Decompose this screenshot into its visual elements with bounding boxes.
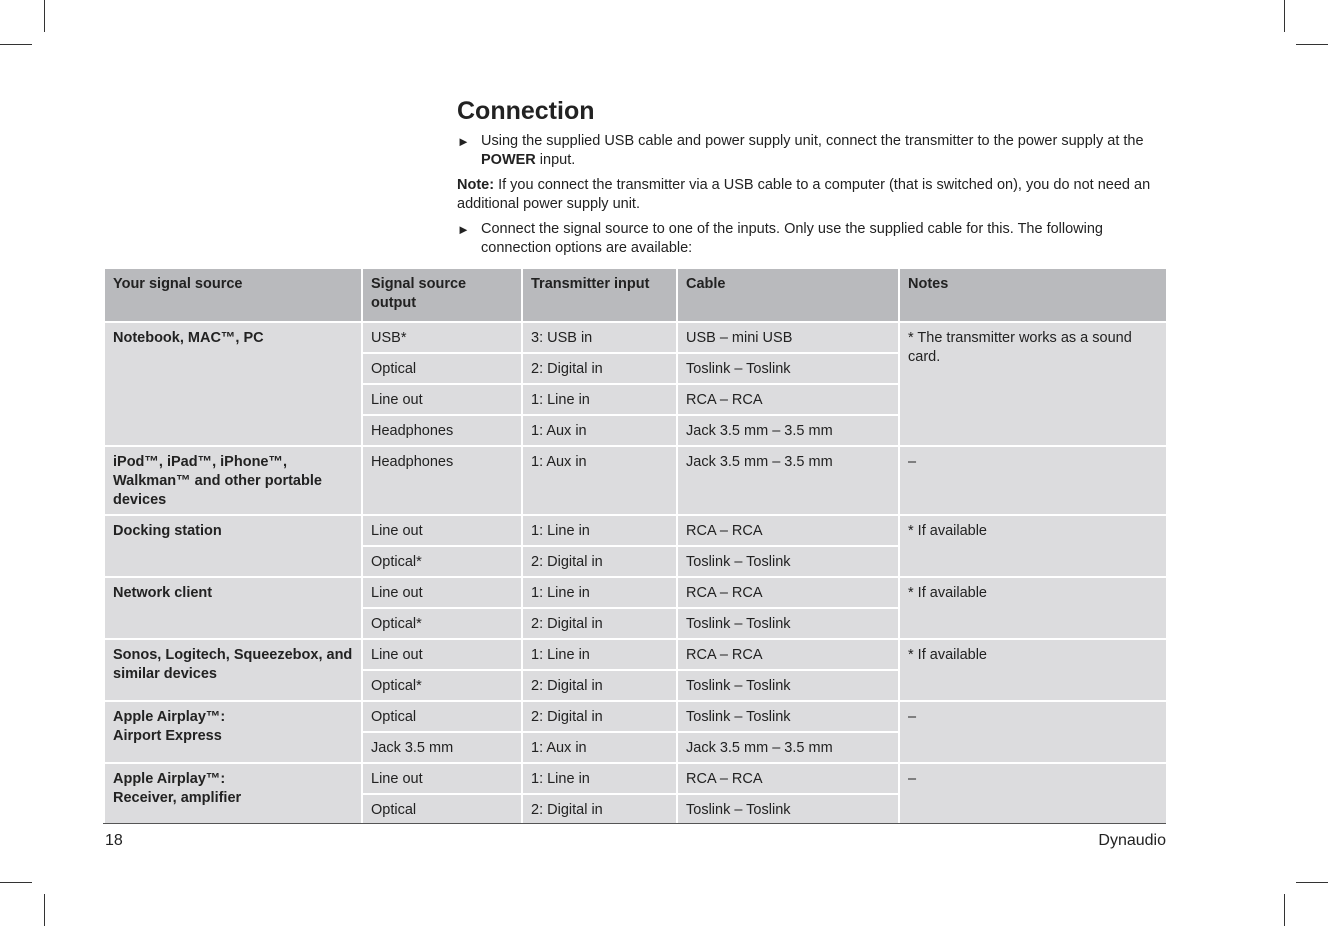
signal-source-cell: Apple Airplay™: Airport Express [104,701,362,763]
arrow-bullet-icon: ► [457,134,470,149]
table-row [104,763,1167,794]
note-label: Note: [457,177,495,193]
crop-mark [44,894,45,926]
notes-cell: * If available [899,515,1167,577]
table-row [104,515,1167,546]
transmitter-input-cell: 1: Aux in [522,415,677,446]
crop-mark [1296,882,1328,883]
source-output-cell: Optical [362,794,522,825]
notes-cell: – [899,446,1167,515]
signal-source-cell: Docking station [104,515,362,577]
transmitter-input-cell: 1: Line in [522,639,677,670]
cable-cell: RCA – RCA [677,515,899,546]
footer-divider [103,823,1166,824]
source-output-cell: Line out [362,515,522,546]
instructions-section [457,96,1169,264]
source-output-cell: Optical* [362,670,522,701]
table-body [104,322,1167,825]
signal-source-cell: iPod™, iPad™, iPhone™, Walkman™ and other portable devices [104,446,362,515]
crop-mark [0,882,32,883]
header-notes: Notes [899,268,1167,322]
cable-cell: RCA – RCA [677,639,899,670]
cable-cell: Toslink – Toslink [677,701,899,732]
cable-cell: Jack 3.5 mm – 3.5 mm [677,415,899,446]
cable-cell: USB – mini USB [677,322,899,353]
instruction-step-connect [457,220,1169,258]
header-cable: Cable [677,268,899,322]
crop-mark [44,0,45,32]
note-text: If you connect the transmitter via a USB cable to a computer (that is switched on), you do not need an additional power supply unit. [457,177,1151,212]
source-output-cell: Jack 3.5 mm [362,732,522,763]
transmitter-input-cell: 1: Aux in [522,446,677,515]
transmitter-input-cell: 2: Digital in [522,794,677,825]
signal-source-cell: Notebook, MAC™, PC [104,322,362,446]
cable-cell: Jack 3.5 mm – 3.5 mm [677,446,899,515]
header-source-output: Signal source output [362,268,522,322]
instruction-step-power [457,132,1169,170]
notes-cell: * If available [899,577,1167,639]
source-output-cell: Line out [362,577,522,608]
transmitter-input-cell: 1: Line in [522,577,677,608]
table-row [104,577,1167,608]
crop-mark [1284,894,1285,926]
source-output-cell: Optical* [362,546,522,577]
source-output-cell: Optical [362,701,522,732]
cable-cell: Jack 3.5 mm – 3.5 mm [677,732,899,763]
cable-cell: Toslink – Toslink [677,353,899,384]
transmitter-input-cell: 2: Digital in [522,670,677,701]
step-text: Connect the signal source to one of the inputs. Only use the supplied cable for this. The following connection options are available: [481,221,1103,256]
cable-cell: Toslink – Toslink [677,794,899,825]
table-row [104,639,1167,670]
table-row [104,322,1167,353]
transmitter-input-cell: 1: Line in [522,384,677,415]
step-text: Using the supplied USB cable and power supply unit, connect the transmitter to the power supply at the [481,133,1144,149]
table-header-row [104,268,1167,322]
transmitter-input-cell: 2: Digital in [522,546,677,577]
brand-name: Dynaudio [1098,832,1166,849]
header-transmitter-input: Transmitter input [522,268,677,322]
transmitter-input-cell: 2: Digital in [522,701,677,732]
step-text-end: input. [535,152,576,168]
power-label: POWER [481,152,536,168]
source-output-cell: Line out [362,639,522,670]
transmitter-input-cell: 3: USB in [522,322,677,353]
cable-cell: RCA – RCA [677,577,899,608]
signal-source-cell: Apple Airplay™: Receiver, amplifier [104,763,362,825]
notes-cell: * If available [899,639,1167,701]
signal-source-cell: Network client [104,577,362,639]
table-row [104,446,1167,515]
notes-cell: – [899,763,1167,825]
crop-mark [0,44,32,45]
page-number: 18 [105,832,123,849]
cable-cell: Toslink – Toslink [677,608,899,639]
arrow-bullet-icon: ► [457,222,470,237]
table-row [104,701,1167,732]
transmitter-input-cell: 1: Aux in [522,732,677,763]
transmitter-input-cell: 1: Line in [522,763,677,794]
transmitter-input-cell: 2: Digital in [522,608,677,639]
source-output-cell: Headphones [362,446,522,515]
notes-cell: * The transmitter works as a sound card. [899,322,1167,446]
source-output-cell: Line out [362,384,522,415]
transmitter-input-cell: 1: Line in [522,515,677,546]
source-output-cell: Optical* [362,608,522,639]
note [457,176,1169,214]
source-output-cell: Headphones [362,415,522,446]
crop-mark [1296,44,1328,45]
source-output-cell: Line out [362,763,522,794]
header-signal-source: Your signal source [104,268,362,322]
cable-cell: Toslink – Toslink [677,670,899,701]
notes-cell: – [899,701,1167,763]
connection-options-table [103,267,1168,826]
source-output-cell: Optical [362,353,522,384]
cable-cell: RCA – RCA [677,384,899,415]
source-output-cell: USB* [362,322,522,353]
page-title: Connection [457,97,595,125]
cable-cell: RCA – RCA [677,763,899,794]
transmitter-input-cell: 2: Digital in [522,353,677,384]
crop-mark [1284,0,1285,32]
cable-cell: Toslink – Toslink [677,546,899,577]
signal-source-cell: Sonos, Logitech, Squeezebox, and similar devices [104,639,362,701]
